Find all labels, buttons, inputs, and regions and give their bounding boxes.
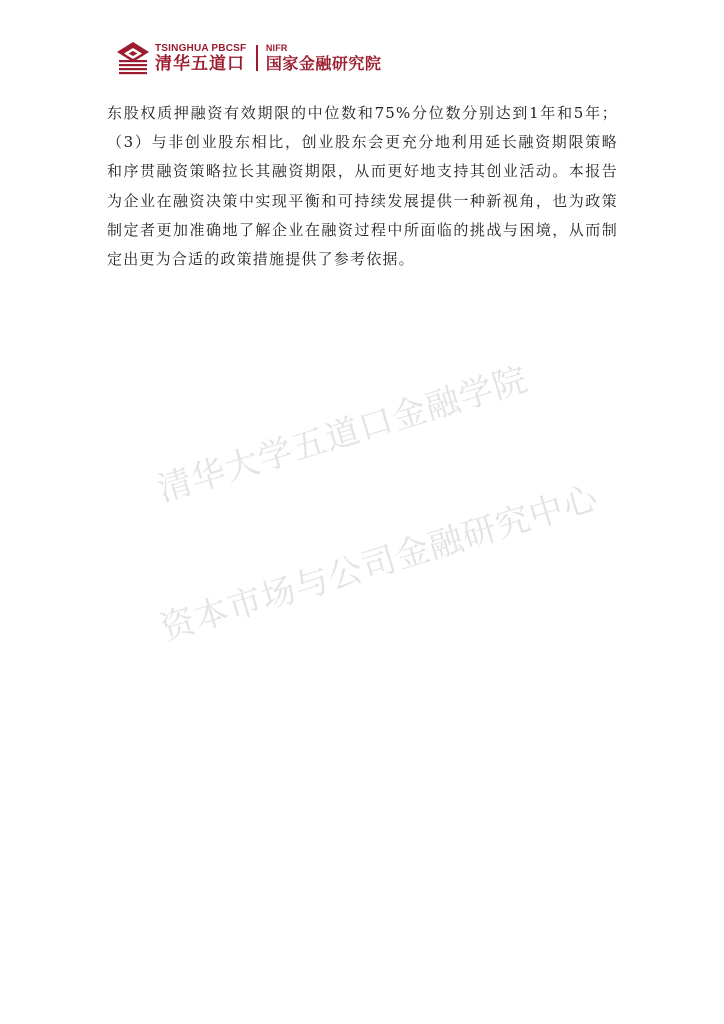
brand-divider bbox=[256, 45, 258, 71]
nifr-brand-en: NIFR bbox=[265, 42, 288, 53]
watermark-institute: 清华大学五道口金融学院 bbox=[153, 359, 533, 511]
watermark-research-center: 资本市场与公司金融研究中心 bbox=[156, 477, 603, 650]
tsinghua-pbcsf-emblem-icon bbox=[115, 40, 151, 76]
nifr-brand bbox=[266, 43, 382, 74]
pbcsf-brand bbox=[155, 43, 246, 74]
pbcsf-brand-cn: 清华五道口 bbox=[155, 53, 245, 74]
pbcsf-brand-en: TSINGHUA PBCSF bbox=[155, 42, 247, 54]
page-header bbox=[115, 38, 381, 78]
body-paragraph: 东股权质押融资有效期限的中位数和75%分位数分别达到1年和5年；（3）与非创业股东相比，创业股东会更充分地利用延长融资期限策略和序贯融资策略拉长其融资期限，从而更好地支持其创业活动。本报告为企业在融资决策中实现平衡和可持续发展提供一种新视角，也为政策制定者更加准确地了解企业在融资过程中所面临的挑战与困境，从而制定出更为合适的政策措施提供了参考依据。 bbox=[107, 104, 618, 269]
nifr-brand-cn: 国家金融研究院 bbox=[265, 53, 382, 73]
